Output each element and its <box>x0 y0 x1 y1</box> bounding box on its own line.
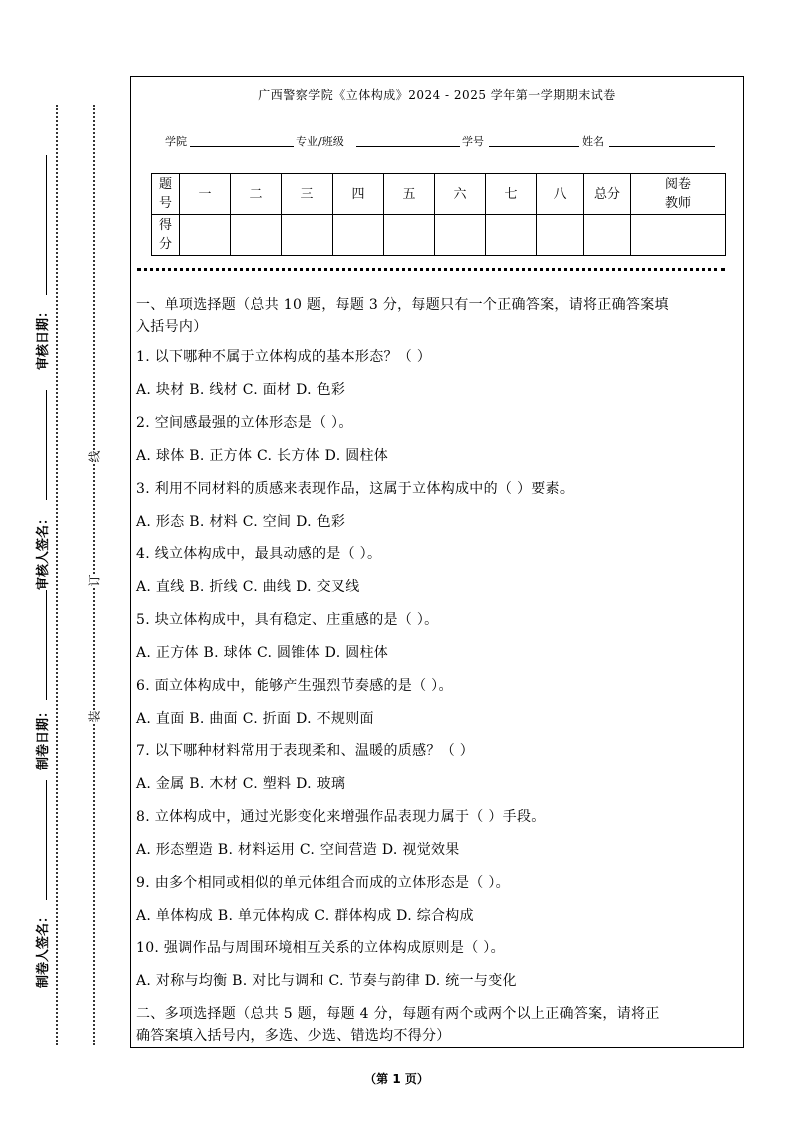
student-id-field[interactable] <box>489 146 579 147</box>
question-number-header: 题 号 <box>152 174 180 215</box>
score-cell-reviewer[interactable] <box>631 215 726 256</box>
question-6: 6. 面立体构成中，能够产生强烈节奏感的是（ ）。 <box>136 678 453 694</box>
page-number: （第 1 页） <box>364 1072 429 1086</box>
col-header-7: 七 <box>486 174 537 215</box>
student-id-label: 学号 <box>462 135 484 148</box>
question-3-options: A. 形态 B. 材料 C. 空间 D. 色彩 <box>136 514 346 530</box>
make-date-label: 制卷日期： <box>36 704 51 770</box>
college-field[interactable] <box>190 146 294 147</box>
question-3: 3. 利用不同材料的质感来表现作品，这属于立体构成中的（ ）要素。 <box>136 481 575 497</box>
question-5: 5. 块立体构成中，具有稳定、庄重感的是（ ）。 <box>136 612 439 628</box>
review-date-line <box>46 155 47 295</box>
review-date-label: 审核日期： <box>36 304 51 370</box>
maker-sign-line <box>46 780 47 900</box>
question-4: 4. 线立体构成中，最具动感的是（ ）。 <box>136 546 382 562</box>
score-cell-8[interactable] <box>537 215 584 256</box>
section1-heading: 一、单项选择题（总共 10 题，每题 3 分，每题只有一个正确答案，请将正确答案填 <box>136 297 669 313</box>
score-cell-6[interactable] <box>435 215 486 256</box>
binding-dotted-line-outer <box>56 105 58 1045</box>
col-header-3: 三 <box>282 174 333 215</box>
section1-heading-cont: 入括号内） <box>136 319 208 335</box>
make-date-line <box>46 590 47 700</box>
maker-sign-label: 制卷人签名： <box>36 909 51 988</box>
score-cell-3[interactable] <box>282 215 333 256</box>
col-header-8: 八 <box>537 174 584 215</box>
question-8-options: A. 形态塑造 B. 材料运用 C. 空间营造 D. 视觉效果 <box>136 842 460 858</box>
section2-heading: 二、多项选择题（总共 5 题，每题 4 分，每题有两个或两个以上正确答案，请将正 <box>136 1006 660 1022</box>
question-6-options: A. 直面 B. 曲面 C. 折面 D. 不规则面 <box>136 711 374 727</box>
exam-title: 广西警察学院《立体构成》2024 - 2025 学年第一学期期末试卷 <box>258 88 616 102</box>
question-4-options: A. 直线 B. 折线 C. 曲线 D. 交叉线 <box>136 579 360 595</box>
question-1: 1. 以下哪种不属于立体构成的基本形态？（ ） <box>136 349 432 365</box>
score-cell-total[interactable] <box>584 215 631 256</box>
col-header-4: 四 <box>333 174 384 215</box>
major-label: 专业/班级 <box>296 135 344 148</box>
question-1-options: A. 块材 B. 线材 C. 面材 D. 色彩 <box>136 382 346 398</box>
col-header-1: 一 <box>180 174 231 215</box>
question-10: 10. 强调作品与周围环境相互关系的立体构成原则是（ ）。 <box>136 940 505 956</box>
section2-heading-cont: 确答案填入括号内，多选、少选、错选均不得分） <box>136 1028 451 1044</box>
col-header-2: 二 <box>231 174 282 215</box>
major-field[interactable] <box>356 146 460 147</box>
score-cell-1[interactable] <box>180 215 231 256</box>
col-header-total: 总分 <box>584 174 631 215</box>
header-dotted-divider <box>137 268 725 271</box>
reviewer-header: 阅卷 教师 <box>631 174 726 215</box>
score-cell-2[interactable] <box>231 215 282 256</box>
question-10-options: A. 对称与均衡 B. 对比与调和 C. 节奏与韵律 D. 统一与变化 <box>136 973 517 989</box>
name-field[interactable] <box>609 146 715 147</box>
reviewer-sign-label: 审核人签名： <box>36 511 51 590</box>
question-7-options: A. 金属 B. 木材 C. 塑料 D. 玻璃 <box>136 776 346 792</box>
college-label: 学院 <box>165 135 187 148</box>
seal-char-bind: 订 <box>87 574 102 587</box>
name-label: 姓名 <box>582 135 604 148</box>
col-header-6: 六 <box>435 174 486 215</box>
question-7: 7. 以下哪种材料常用于表现柔和、温暖的质感？（ ） <box>136 743 475 759</box>
seal-char-pack: 装 <box>87 710 102 723</box>
score-cell-5[interactable] <box>384 215 435 256</box>
seal-char-line: 线 <box>87 450 102 463</box>
score-row-label: 得 分 <box>152 215 180 256</box>
question-2-options: A. 球体 B. 正方体 C. 长方体 D. 圆柱体 <box>136 448 389 464</box>
question-9-options: A. 单体构成 B. 单元体构成 C. 群体构成 D. 综合构成 <box>136 908 474 924</box>
reviewer-sign-line <box>46 390 47 500</box>
question-2: 2. 空间感最强的立体形态是（ ）。 <box>136 415 353 431</box>
score-table <box>151 173 726 256</box>
col-header-5: 五 <box>384 174 435 215</box>
question-9: 9. 由多个相同或相似的单元体组合而成的立体形态是（ ）。 <box>136 875 510 891</box>
question-8: 8. 立体构成中，通过光影变化来增强作品表现力属于（ ）手段。 <box>136 809 546 825</box>
question-5-options: A. 正方体 B. 球体 C. 圆锥体 D. 圆柱体 <box>136 645 389 661</box>
score-cell-7[interactable] <box>486 215 537 256</box>
score-cell-4[interactable] <box>333 215 384 256</box>
